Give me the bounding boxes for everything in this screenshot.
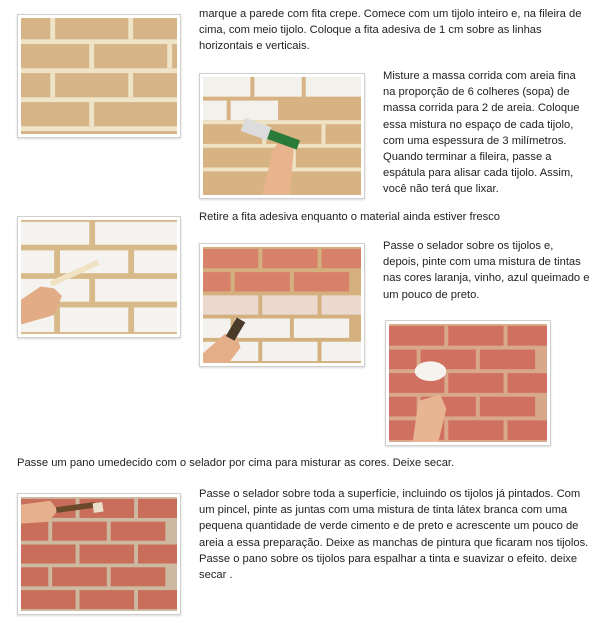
step-text-1: marque a parede com fita crepe. Comece com um tijolo inteiro e, na fileira de cima, com meio tijolo. Coloque a fita adesiva de 1 cm sobre as linhas horizontais e verticais. — [199, 8, 582, 53]
step-text-3: Retire a fita adesiva enquanto o material ainda estiver fresco — [199, 211, 500, 223]
step-text-5: Passe um pano umedecido com o selador por cima para misturar as cores. Deixe secar. — [17, 457, 455, 469]
cloth-blending-photo — [385, 320, 551, 446]
taped-wall-photo — [17, 14, 181, 138]
step-text-2: Misture a massa corrida com areia fina na proporção de 6 colheres (sopa) de massa corrida para 2 de areia. Coloque essa mistura no espaço de cada tijolo, com uma espessura de 3 milímetros. Quando terminar a fileira, passe a espátula para alisar cada tijolo. Assim, você não terá que lixar. — [383, 70, 580, 196]
grout-painting-photo — [17, 493, 181, 615]
painting-bricks-photo — [199, 243, 365, 367]
tape-removal-photo — [17, 216, 181, 338]
spackle-application-photo — [199, 73, 365, 199]
step-text-4: Passe o selador sobre os tijolos e, depois, pinte com uma mistura de tintas nas cores laranja, vinho, azul queimado e um pouco de preto. — [383, 240, 590, 301]
step-text-6: Passe o selador sobre toda a superfície, incluindo os tijolos já pintados. Com um pincel, pinte as juntas com uma mistura de tinta látex branca com uma pequena quantidade de verde cimento e de preto e acrescente um pouco de areia a essa preparação. Deixe as manchas de pintura que ficaram nos tijolos. Passe o pano sobre os tijolos para espalhar a tinta e suavizar o efeito. deixe secar . — [199, 488, 589, 582]
